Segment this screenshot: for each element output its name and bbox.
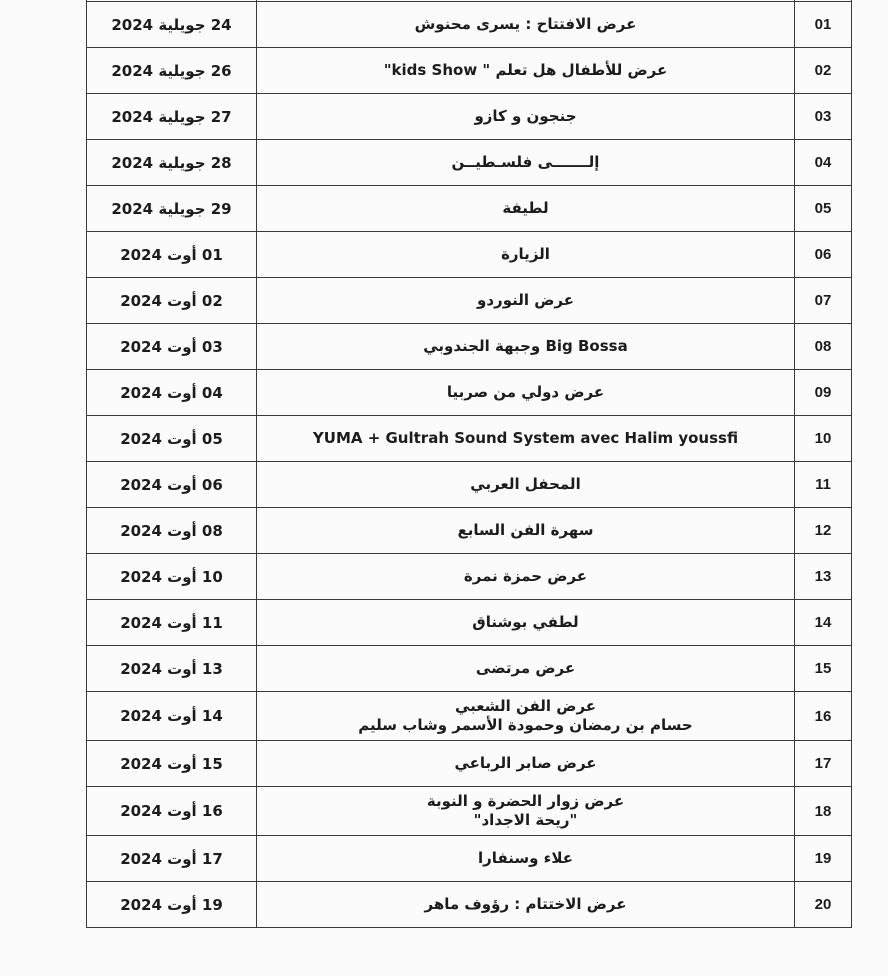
title-line: Big Bossa وجبهة الجندوبي [423, 337, 628, 355]
date-cell: 27 جويلية 2024 [87, 94, 257, 140]
schedule-body [87, 0, 852, 928]
number-cell: 20 [795, 882, 852, 928]
date-cell: 26 جويلية 2024 [87, 48, 257, 94]
date-cell: 05 أوت 2024 [87, 416, 257, 462]
table-row [87, 186, 852, 232]
title-line: عرض النوردو [477, 291, 574, 309]
number-cell: 07 [795, 278, 852, 324]
title-line: عرض صابر الرباعي [454, 754, 597, 772]
title-cell [257, 278, 795, 324]
title-line: المحفل العربي [470, 475, 581, 493]
title-line: لطفي بوشناق [472, 613, 579, 631]
date-cell: 04 أوت 2024 [87, 370, 257, 416]
title-line: عرض الافتتاح : يسرى محنوش [414, 15, 637, 33]
number-cell: 08 [795, 324, 852, 370]
date-cell: 10 أوت 2024 [87, 554, 257, 600]
title-cell [257, 836, 795, 882]
table-row [87, 462, 852, 508]
title-line: عرض الاختتام : رؤوف ماهر [424, 895, 627, 913]
date-cell: 11 أوت 2024 [87, 600, 257, 646]
number-cell: 13 [795, 554, 852, 600]
title-cell [257, 787, 795, 836]
date-cell: 19 أوت 2024 [87, 882, 257, 928]
date-cell: 03 أوت 2024 [87, 324, 257, 370]
table-row [87, 324, 852, 370]
date-cell: 28 جويلية 2024 [87, 140, 257, 186]
title-cell [257, 2, 795, 48]
title-cell [257, 600, 795, 646]
number-cell: 09 [795, 370, 852, 416]
title-cell [257, 646, 795, 692]
table-row [87, 787, 852, 836]
table-row [87, 554, 852, 600]
number-cell: 18 [795, 787, 852, 836]
number-cell: 01 [795, 2, 852, 48]
number-cell: 14 [795, 600, 852, 646]
title-cell [257, 508, 795, 554]
title-line: إلـــــــى فلسـطيــن [451, 153, 600, 171]
date-cell: 17 أوت 2024 [87, 836, 257, 882]
title-cell [257, 741, 795, 787]
title-cell [257, 462, 795, 508]
number-cell: 06 [795, 232, 852, 278]
title-line: سهرة الفن السابع [457, 521, 594, 539]
title-line: لطيفة [502, 199, 549, 217]
table-row [87, 600, 852, 646]
table-row [87, 2, 852, 48]
table-row [87, 370, 852, 416]
title-line: عرض زوار الحضرة و النوبة [426, 792, 625, 810]
table-row [87, 140, 852, 186]
number-cell: 03 [795, 94, 852, 140]
title-line-2: "ريحة الاجداد" [473, 811, 578, 829]
date-cell: 08 أوت 2024 [87, 508, 257, 554]
title-cell [257, 324, 795, 370]
table-row [87, 48, 852, 94]
title-line: عرض للأطفال هل تعلم " kids Show" [383, 61, 668, 79]
number-cell: 19 [795, 836, 852, 882]
table-row [87, 741, 852, 787]
title-line: YUMA + Gultrah Sound System avec Halim youssfi [312, 429, 739, 447]
title-cell [257, 416, 795, 462]
date-cell: 15 أوت 2024 [87, 741, 257, 787]
table-row [87, 232, 852, 278]
date-cell: 29 جويلية 2024 [87, 186, 257, 232]
table-row [87, 278, 852, 324]
number-cell: 10 [795, 416, 852, 462]
table-row [87, 836, 852, 882]
table-row [87, 94, 852, 140]
title-cell [257, 370, 795, 416]
title-line: علاء وسنفارا [478, 849, 573, 867]
number-cell: 02 [795, 48, 852, 94]
title-line: عرض دولي من صربيا [446, 383, 605, 401]
date-cell: 06 أوت 2024 [87, 462, 257, 508]
table-row [87, 416, 852, 462]
title-cell [257, 692, 795, 741]
table-row [87, 508, 852, 554]
date-cell: 24 جويلية 2024 [87, 2, 257, 48]
title-line-2: حسام بن رمضان وحمودة الأسمر وشاب سليم [358, 716, 693, 734]
number-cell: 11 [795, 462, 852, 508]
title-line: عرض حمزة نمرة [463, 567, 588, 585]
title-cell [257, 554, 795, 600]
date-cell: 13 أوت 2024 [87, 646, 257, 692]
title-cell [257, 186, 795, 232]
title-cell [257, 232, 795, 278]
title-cell [257, 94, 795, 140]
number-cell: 05 [795, 186, 852, 232]
schedule-table [86, 0, 852, 928]
date-cell: 01 أوت 2024 [87, 232, 257, 278]
title-line: عرض الفن الشعبي [454, 697, 597, 715]
title-cell [257, 140, 795, 186]
date-cell: 14 أوت 2024 [87, 692, 257, 741]
table-row [87, 646, 852, 692]
title-line: جنجون و كازو [474, 107, 577, 125]
title-cell [257, 882, 795, 928]
title-line: الزيارة [501, 245, 550, 263]
number-cell: 17 [795, 741, 852, 787]
table-row [87, 882, 852, 928]
number-cell: 16 [795, 692, 852, 741]
title-cell [257, 48, 795, 94]
date-cell: 16 أوت 2024 [87, 787, 257, 836]
date-cell: 02 أوت 2024 [87, 278, 257, 324]
title-line: عرض مرتضى [475, 659, 576, 677]
number-cell: 04 [795, 140, 852, 186]
number-cell: 15 [795, 646, 852, 692]
table-row [87, 692, 852, 741]
number-cell: 12 [795, 508, 852, 554]
